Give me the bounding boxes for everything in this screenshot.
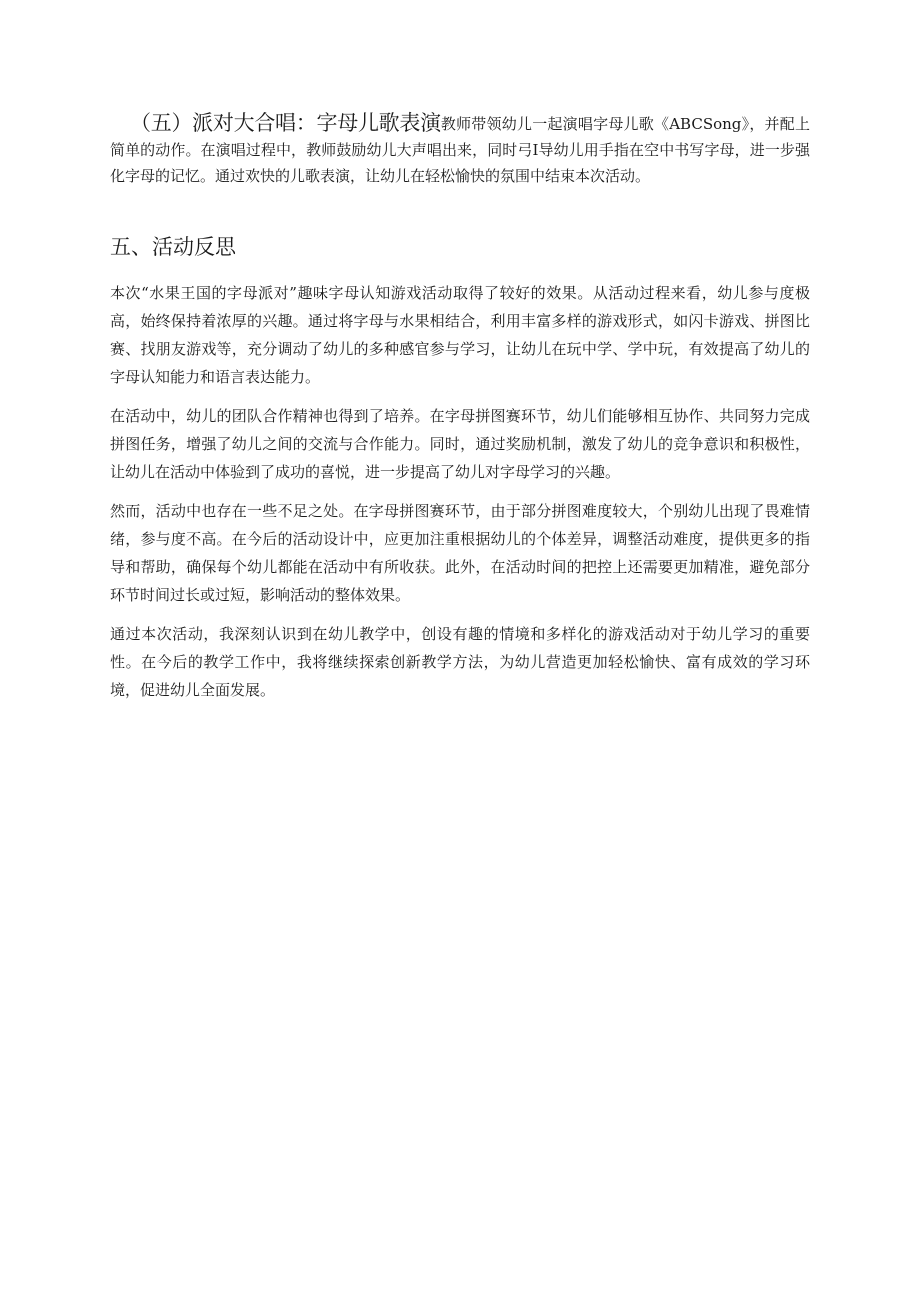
document-page xyxy=(110,110,810,715)
reflection-title: 五、活动反思 xyxy=(110,235,236,259)
section-heading: （五）派对大合唱：字母儿歌表演 xyxy=(130,111,441,135)
section-body: 教师带领幼儿一起演唱字母儿歌《ABCSong》，并配上简单的动作。在演唱过程中，教师鼓励幼儿大声唱出来，同时弓I导幼儿用手指在空中书写字母，进一步强化字母的记忆。通过欢快的儿歌表演，让幼儿在轻松愉快的氛围中结束本次活动。 xyxy=(110,115,811,185)
reflection-paragraph-4: 通过本次活动，我深刻认识到在幼儿教学中，创设有趣的情境和多样化的游戏活动对于幼儿学习的重要性。在今后的教学工作中，我将继续探索创新教学方法，为幼儿营造更加轻松愉快、富有成效的学习环境，促进幼儿全面发展。 xyxy=(110,625,810,699)
section-five-party-song xyxy=(110,110,810,189)
reflection-paragraph-1: 本次“水果王国的字母派对”趣味字母认知游戏活动取得了较好的效果。从活动过程来看，幼儿参与度极高，始终保持着浓厚的兴趣。通过将字母与水果相结合，利用丰富多样的游戏形式，如闪卡游戏、拼图比赛、找朋友游戏等，充分调动了幼儿的多种感官参与学习，让幼儿在玩中学、学中玩，有效提高了幼儿的字母认知能力和语言表达能力。 xyxy=(110,284,810,386)
reflection-paragraph-3: 然而，活动中也存在一些不足之处。在字母拼图赛环节，由于部分拼图难度较大，个别幼儿出现了畏难情绪，参与度不高。在今后的活动设计中，应更加注重根据幼儿的个体差异，调整活动难度，提供更多的指导和帮助，确保每个幼儿都能在活动中有所收获。此外，在活动时间的把控上还需要更加精准，避免部分环节时间过长或过短，影响活动的整体效果。 xyxy=(110,502,810,604)
reflection-paragraph-2: 在活动中，幼儿的团队合作精神也得到了培养。在字母拼图赛环节，幼儿们能够相互协作、共同努力完成拼图任务，增强了幼儿之间的交流与合作能力。同时，通过奖励机制，激发了幼儿的竞争意识和积极性，让幼儿在活动中体验到了成功的喜悦，进一步提高了幼儿对字母学习的兴趣。 xyxy=(110,407,810,481)
